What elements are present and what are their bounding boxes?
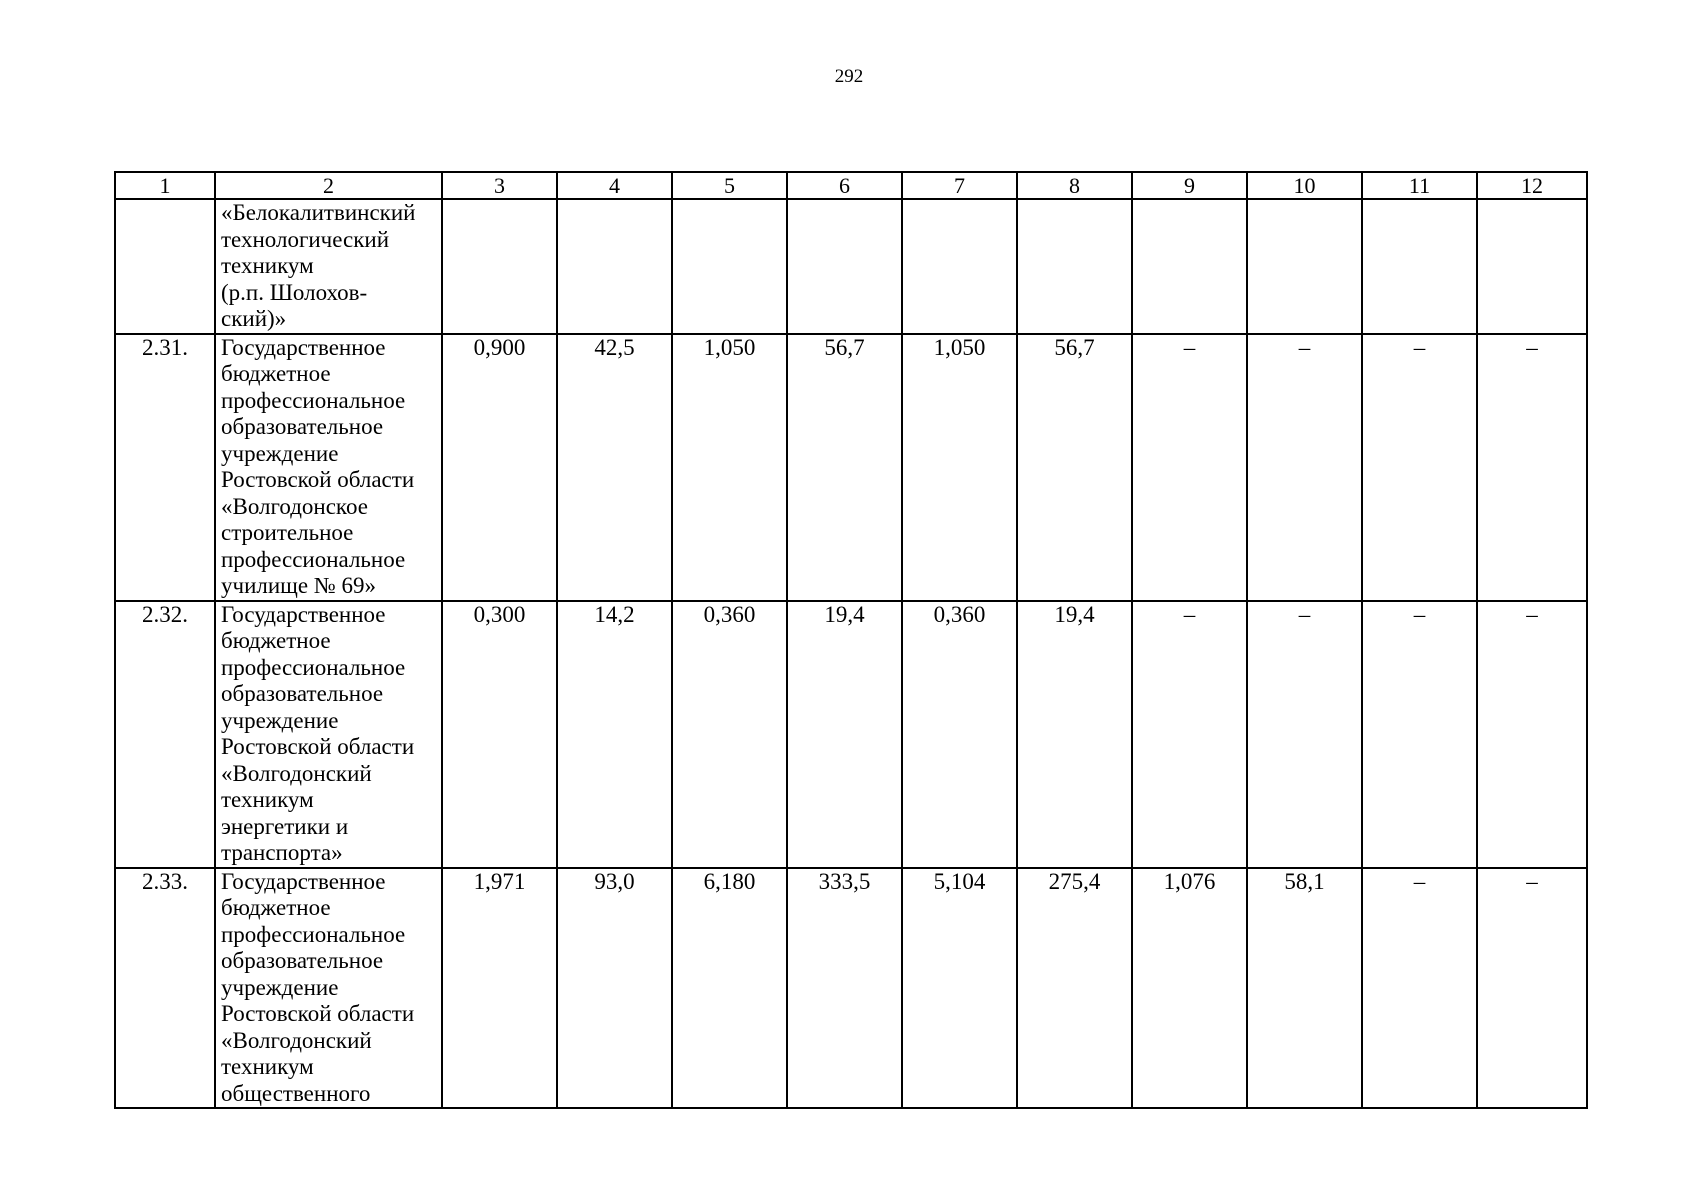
value-cell: 56,7 xyxy=(1017,334,1132,601)
institution-name-cell xyxy=(215,868,442,1109)
name-line: бюджетное xyxy=(221,895,331,920)
value-cell xyxy=(1132,199,1247,334)
value-cell: 1,971 xyxy=(442,868,557,1109)
column-header: 8 xyxy=(1017,172,1132,199)
table-row xyxy=(115,199,1587,334)
name-line: строительное xyxy=(221,520,354,545)
value-cell xyxy=(557,199,672,334)
name-line: образовательное xyxy=(221,948,384,973)
value-cell xyxy=(1362,199,1477,334)
value-cell: 14,2 xyxy=(557,601,672,868)
table-row xyxy=(115,601,1587,868)
value-cell: – xyxy=(1362,868,1477,1109)
row-number-cell: 2.32. xyxy=(115,601,215,868)
page-number: 292 xyxy=(834,66,864,87)
value-cell: – xyxy=(1477,601,1587,868)
table-row xyxy=(115,334,1587,601)
value-cell: 56,7 xyxy=(787,334,902,601)
name-line: профессиональное xyxy=(221,387,406,413)
column-header: 11 xyxy=(1362,172,1477,199)
column-header: 5 xyxy=(672,172,787,199)
name-line: учреждение xyxy=(221,440,339,466)
data-table xyxy=(114,171,1588,1109)
column-header: 9 xyxy=(1132,172,1247,199)
value-cell: 0,900 xyxy=(442,334,557,601)
value-cell xyxy=(1247,199,1362,334)
value-cell: 19,4 xyxy=(1017,601,1132,868)
column-header: 1 xyxy=(115,172,215,199)
name-line: бюджетное xyxy=(221,361,331,386)
value-cell: – xyxy=(1132,601,1247,868)
column-header: 3 xyxy=(442,172,557,199)
value-cell: 0,360 xyxy=(672,601,787,868)
value-cell: 93,0 xyxy=(557,868,672,1109)
header-row xyxy=(115,172,1587,199)
name-line: техникум xyxy=(221,1054,314,1079)
name-line: профессиональное xyxy=(221,654,406,680)
name-line: училище № 69» xyxy=(221,573,377,598)
value-cell: 5,104 xyxy=(902,868,1017,1109)
name-line: учреждение xyxy=(221,974,339,1000)
name-line: транспорта» xyxy=(221,840,343,865)
value-cell xyxy=(902,199,1017,334)
value-cell: 6,180 xyxy=(672,868,787,1109)
name-line: «Волгодонский xyxy=(221,1027,372,1053)
column-header: 6 xyxy=(787,172,902,199)
name-line: Государственное xyxy=(221,868,386,894)
value-cell: 275,4 xyxy=(1017,868,1132,1109)
name-line: Ростовской области xyxy=(221,734,415,759)
row-number-cell: 2.33. xyxy=(115,868,215,1109)
name-line: Государственное xyxy=(221,334,386,360)
value-cell: 333,5 xyxy=(787,868,902,1109)
row-number-cell xyxy=(115,199,215,334)
value-cell xyxy=(672,199,787,334)
name-line: «Белокалитвинский xyxy=(221,200,416,225)
institution-name-cell xyxy=(215,199,442,334)
name-line: технологический xyxy=(221,226,390,252)
name-line: образовательное xyxy=(221,414,384,439)
name-line: энергетики и xyxy=(221,813,349,839)
column-header: 10 xyxy=(1247,172,1362,199)
column-header: 2 xyxy=(215,172,442,199)
value-cell: – xyxy=(1477,868,1587,1109)
value-cell: – xyxy=(1247,601,1362,868)
institution-name-cell xyxy=(215,601,442,868)
value-cell: 0,300 xyxy=(442,601,557,868)
name-line: Ростовской области xyxy=(221,1001,415,1026)
value-cell: 1,050 xyxy=(902,334,1017,601)
name-line: образовательное xyxy=(221,681,384,706)
value-cell: 1,050 xyxy=(672,334,787,601)
value-cell: 42,5 xyxy=(557,334,672,601)
institution-name-cell xyxy=(215,334,442,601)
column-header: 7 xyxy=(902,172,1017,199)
value-cell: – xyxy=(1247,334,1362,601)
value-cell: – xyxy=(1362,334,1477,601)
name-line: профессиональное xyxy=(221,921,406,947)
value-cell: – xyxy=(1362,601,1477,868)
row-number-cell: 2.31. xyxy=(115,334,215,601)
value-cell: – xyxy=(1132,334,1247,601)
name-line: общественного xyxy=(221,1080,371,1106)
name-line: «Волгодонское xyxy=(221,493,368,519)
name-line: (р.п. Шолохов- xyxy=(221,279,368,305)
value-cell: 0,360 xyxy=(902,601,1017,868)
value-cell xyxy=(1017,199,1132,334)
column-header: 12 xyxy=(1477,172,1587,199)
name-line: бюджетное xyxy=(221,628,331,653)
value-cell: 19,4 xyxy=(787,601,902,868)
name-line: учреждение xyxy=(221,707,339,733)
value-cell xyxy=(787,199,902,334)
value-cell xyxy=(1477,199,1587,334)
name-line: «Волгодонский xyxy=(221,760,372,786)
name-line: ский)» xyxy=(221,306,287,331)
name-line: техникум xyxy=(221,787,314,812)
value-cell: 1,076 xyxy=(1132,868,1247,1109)
value-cell: 58,1 xyxy=(1247,868,1362,1109)
table-row xyxy=(115,868,1587,1109)
value-cell xyxy=(442,199,557,334)
name-line: Ростовской области xyxy=(221,467,415,492)
column-header: 4 xyxy=(557,172,672,199)
name-line: Государственное xyxy=(221,601,386,627)
name-line: профессиональное xyxy=(221,546,406,572)
value-cell: – xyxy=(1477,334,1587,601)
name-line: техникум xyxy=(221,253,314,278)
